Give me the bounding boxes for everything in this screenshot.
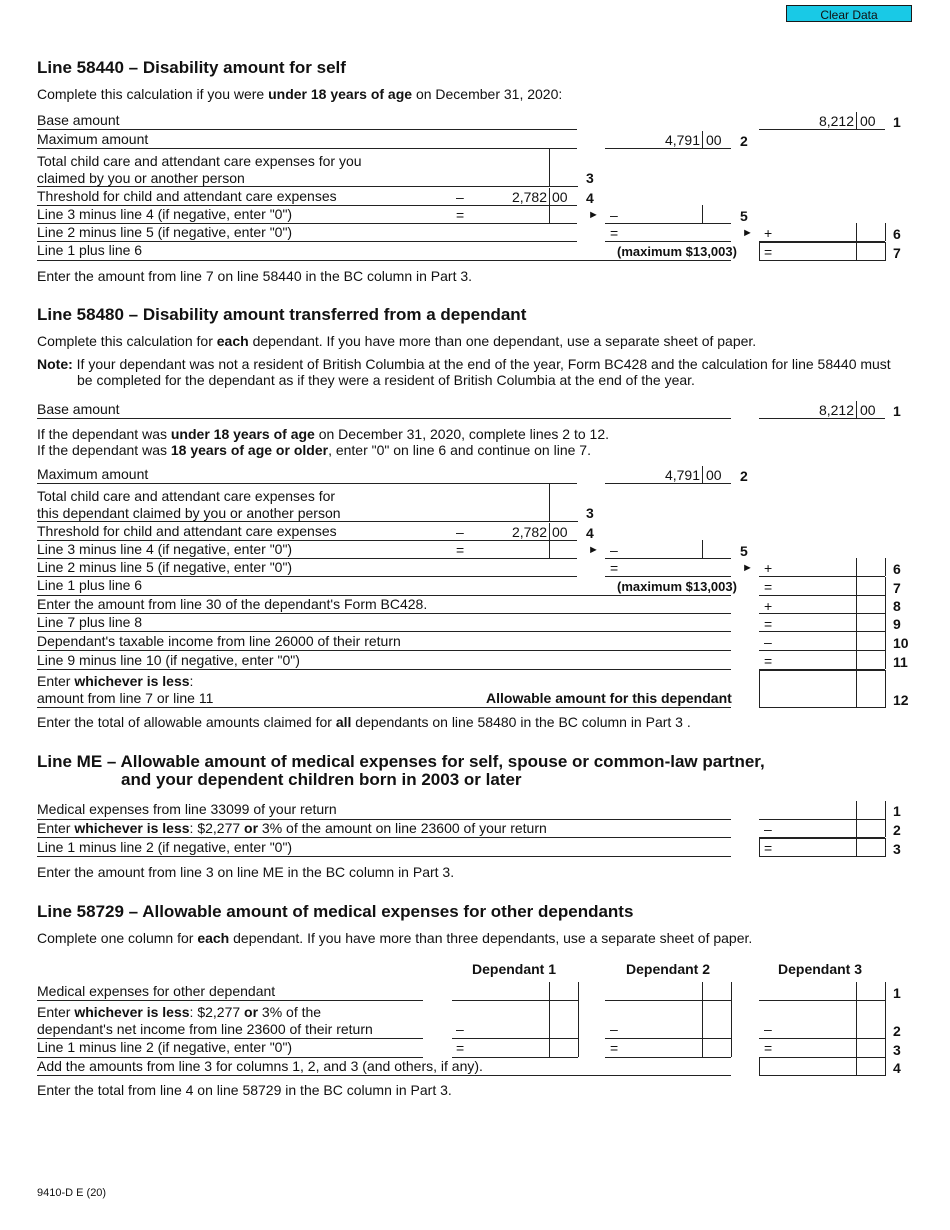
rule bbox=[37, 669, 731, 670]
whichever-less-dependant-label: Enter whichever is less: $2,277 or 3% of the dependant's net income from line 23600 of their return bbox=[37, 1004, 373, 1037]
box-edge bbox=[885, 223, 886, 241]
minus-sign: – bbox=[610, 207, 618, 223]
minus-sign: – bbox=[610, 1021, 618, 1037]
note-text-continued: be completed for the dependant as if they were a resident of British Columbia at the end of the year. bbox=[77, 372, 695, 388]
line7-amount-box[interactable] bbox=[759, 242, 886, 261]
section-title-58480: Line 58480 – Disability amount transferred from a dependant bbox=[37, 305, 527, 324]
cents-divider bbox=[549, 523, 550, 540]
line-number: 6 bbox=[893, 561, 901, 577]
cents-divider bbox=[856, 558, 857, 576]
form-code: 9410-D E (20) bbox=[37, 1187, 107, 1199]
medical-result-box[interactable] bbox=[759, 838, 886, 857]
box-edge bbox=[885, 1038, 886, 1057]
cents-divider bbox=[856, 650, 857, 669]
maximum-amount-dollars: 4,791 bbox=[664, 132, 700, 148]
line10-label: Dependant's taxable income from line 26000 of their return bbox=[37, 633, 401, 649]
section-58729-intro: Complete one column for each dependant. If you have more than three dependants, use a separate sheet of paper. bbox=[37, 930, 753, 946]
box-edge bbox=[885, 631, 886, 650]
whichever-less-label: Enter whichever is less: $2,277 or 3% of the amount on line 23600 of your return bbox=[37, 820, 547, 836]
line3-minus-line4-label: Line 3 minus line 4 (if negative, enter "0") bbox=[37, 206, 293, 222]
minus-sign: – bbox=[610, 542, 618, 558]
box-edge bbox=[885, 982, 886, 1000]
line-number: 4 bbox=[586, 525, 594, 541]
line3-minus-line4-label: Line 3 minus line 4 (if negative, enter "0") bbox=[37, 541, 293, 557]
base-amount-cents: 00 bbox=[860, 113, 876, 129]
section-58480-intro: Complete this calculation for each dependant. If you have more than one dependant, use a separate sheet of paper. bbox=[37, 333, 757, 349]
box-edge bbox=[578, 1038, 579, 1057]
rule bbox=[37, 483, 577, 484]
child-care-expenses-label: Total child care and attendant care expenses for you claimed by you or another person bbox=[37, 153, 362, 186]
cents-divider bbox=[856, 631, 857, 650]
cents-divider bbox=[549, 149, 550, 186]
equals-sign: = bbox=[610, 560, 619, 576]
line1-minus-line2-label: Line 1 minus line 2 (if negative, enter "0") bbox=[37, 839, 293, 855]
rule bbox=[759, 595, 885, 596]
equals-sign: = bbox=[456, 542, 465, 558]
line12-label: Enter whichever is less: amount from line 7 or line 11 bbox=[37, 673, 214, 706]
line-number: 3 bbox=[586, 505, 594, 521]
medical-other-dependant-label: Medical expenses for other dependant bbox=[37, 983, 276, 999]
cents-divider bbox=[856, 838, 857, 857]
line-number: 9 bbox=[893, 616, 901, 632]
box-edge bbox=[731, 1000, 732, 1038]
line-number: 12 bbox=[893, 692, 909, 708]
cents-divider bbox=[549, 982, 550, 1000]
maximum-amount-cents: 00 bbox=[706, 132, 722, 148]
cents-divider bbox=[702, 540, 703, 558]
cents-divider bbox=[702, 131, 703, 148]
base-amount-label: Base amount bbox=[37, 401, 120, 417]
rule bbox=[605, 483, 731, 484]
line-number: 3 bbox=[586, 170, 594, 186]
line9-label: Line 7 plus line 8 bbox=[37, 614, 143, 630]
minus-sign: – bbox=[456, 524, 464, 540]
plus-sign: + bbox=[764, 560, 773, 576]
box-edge bbox=[885, 595, 886, 613]
dep2-line3-input[interactable] bbox=[605, 1057, 731, 1058]
rule bbox=[37, 1000, 423, 1001]
line-number: 7 bbox=[893, 580, 901, 596]
rule bbox=[605, 558, 731, 559]
rule bbox=[37, 650, 731, 651]
equals-sign: = bbox=[764, 579, 773, 595]
threshold-cents: 00 bbox=[552, 524, 568, 540]
add-line3-amounts-label: Add the amounts from line 3 for columns 1, 2, and 3 (and others, if any). bbox=[37, 1058, 483, 1074]
equals-sign: = bbox=[764, 616, 773, 632]
line-number: 7 bbox=[893, 245, 901, 261]
cents-divider bbox=[702, 205, 703, 223]
clear-data-button[interactable]: Clear Data bbox=[786, 5, 912, 22]
equals-sign: = bbox=[456, 207, 465, 223]
dep1-line2-input[interactable] bbox=[452, 1038, 578, 1039]
line-number: 4 bbox=[893, 1060, 901, 1076]
base-amount-dollars: 8,212 bbox=[818, 402, 854, 418]
minus-sign: – bbox=[456, 1021, 464, 1037]
section-title-me-continued: and your dependent children born in 2003 or later bbox=[121, 770, 522, 789]
line-number: 11 bbox=[893, 654, 908, 670]
child-care-expenses-label: Total child care and attendant care expenses for this dependant claimed by you or another person bbox=[37, 488, 341, 521]
allowable-amount-box[interactable] bbox=[759, 670, 886, 708]
base-amount-cents: 00 bbox=[860, 402, 876, 418]
arrow-icon: ► bbox=[588, 209, 599, 221]
line-number: 2 bbox=[740, 133, 748, 149]
box-edge bbox=[578, 1000, 579, 1038]
rule bbox=[37, 129, 577, 130]
line1-plus-line6-label: Line 1 plus line 6 bbox=[37, 577, 143, 593]
cents-divider bbox=[856, 1000, 857, 1038]
line8-label: Enter the amount from line 30 of the dependant's Form BC428. bbox=[37, 596, 428, 612]
equals-sign: = bbox=[764, 840, 773, 856]
threshold-dollars: 2,782 bbox=[511, 189, 547, 205]
box-edge bbox=[885, 558, 886, 576]
rule bbox=[759, 129, 885, 130]
cents-divider bbox=[856, 242, 857, 261]
arrow-icon: ► bbox=[588, 544, 599, 556]
section-title-me: Line ME – Allowable amount of medical expenses for self, spouse or common-law partner, bbox=[37, 752, 765, 771]
equals-sign: = bbox=[764, 244, 773, 260]
line-number: 1 bbox=[893, 803, 901, 819]
condition-18-or-older: If the dependant was 18 years of age or older, enter "0" on line 6 and continue on line 7. bbox=[37, 442, 591, 458]
maximum-amount-label: Maximum amount bbox=[37, 131, 149, 147]
dep3-line2-input[interactable] bbox=[759, 1038, 885, 1039]
rule bbox=[605, 223, 731, 224]
box-edge bbox=[885, 1000, 886, 1038]
maximum-amount-label: Maximum amount bbox=[37, 466, 149, 482]
condition-under-18: If the dependant was under 18 years of age on December 31, 2020, complete lines 2 to 12. bbox=[37, 426, 610, 442]
arrow-icon: ► bbox=[742, 562, 753, 574]
box-edge bbox=[885, 613, 886, 631]
line-number: 3 bbox=[893, 841, 901, 857]
minus-sign: – bbox=[764, 1021, 772, 1037]
rule bbox=[759, 631, 885, 632]
rule bbox=[37, 418, 731, 419]
rule bbox=[37, 148, 577, 149]
column-header-dependant-1: Dependant 1 bbox=[472, 961, 557, 977]
cents-divider bbox=[549, 484, 550, 521]
allowable-amount-label: Allowable amount for this dependant bbox=[486, 690, 732, 706]
cents-divider bbox=[856, 1038, 857, 1057]
maximum-amount-dollars: 4,791 bbox=[664, 467, 700, 483]
section-58729-footer: Enter the total from line 4 on line 58729 in the BC column in Part 3. bbox=[37, 1082, 452, 1098]
box-edge bbox=[731, 1038, 732, 1057]
minus-sign: – bbox=[764, 634, 772, 650]
rule bbox=[605, 148, 731, 149]
line-number: 1 bbox=[893, 114, 901, 130]
line1-minus-line2-dependant-label: Line 1 minus line 2 (if negative, enter "0") bbox=[37, 1039, 293, 1055]
child-care-input-line[interactable] bbox=[452, 186, 578, 187]
line2-minus-line5-label: Line 2 minus line 5 (if negative, enter "0") bbox=[37, 559, 293, 575]
dep3-line1-input[interactable] bbox=[759, 1000, 885, 1001]
line-number: 2 bbox=[740, 468, 748, 484]
rule bbox=[759, 819, 885, 820]
line-number: 5 bbox=[740, 208, 748, 224]
section-title-58729: Line 58729 – Allowable amount of medical expenses for other dependants bbox=[37, 902, 634, 921]
base-amount-label: Base amount bbox=[37, 112, 120, 128]
threshold-cents: 00 bbox=[552, 189, 568, 205]
minus-sign: – bbox=[456, 189, 464, 205]
dep1-line1-input[interactable] bbox=[452, 1000, 578, 1001]
equals-sign: = bbox=[764, 1040, 773, 1056]
line-number: 2 bbox=[893, 1023, 901, 1039]
rule bbox=[37, 631, 731, 632]
line-number: 1 bbox=[893, 985, 901, 1001]
rule bbox=[37, 837, 731, 838]
cents-divider bbox=[856, 613, 857, 631]
line-number: 1 bbox=[893, 403, 901, 419]
column-header-dependant-3: Dependant 3 bbox=[778, 961, 863, 977]
maximum-amount-cents: 00 bbox=[706, 467, 722, 483]
box-edge bbox=[731, 982, 732, 1000]
cents-divider bbox=[856, 223, 857, 241]
line-number: 6 bbox=[893, 226, 901, 242]
line-number: 3 bbox=[893, 1042, 901, 1058]
line-number: 4 bbox=[586, 190, 594, 206]
rule bbox=[37, 856, 731, 857]
threshold-dollars: 2,782 bbox=[511, 524, 547, 540]
column-header-dependant-2: Dependant 2 bbox=[626, 961, 711, 977]
box-edge bbox=[885, 801, 886, 819]
rule bbox=[605, 576, 731, 577]
box-edge bbox=[885, 650, 886, 669]
section-title-58440: Line 58440 – Disability amount for self bbox=[37, 58, 346, 77]
box-edge bbox=[885, 577, 886, 595]
cents-divider bbox=[856, 819, 857, 837]
box-edge bbox=[578, 982, 579, 1000]
medical-expenses-label: Medical expenses from line 33099 of your return bbox=[37, 801, 337, 817]
rule bbox=[37, 260, 731, 261]
cents-divider bbox=[702, 466, 703, 483]
line1-plus-line6-label: Line 1 plus line 6 bbox=[37, 242, 143, 258]
cents-divider bbox=[856, 1057, 857, 1076]
section-58440-intro: Complete this calculation if you were under 18 years of age on December 31, 2020: bbox=[37, 86, 563, 102]
line-number: 8 bbox=[893, 598, 901, 614]
threshold-label: Threshold for child and attendant care expenses bbox=[37, 523, 337, 539]
equals-sign: = bbox=[456, 1040, 465, 1056]
maximum-note: (maximum $13,003) bbox=[617, 579, 737, 594]
rule bbox=[37, 1075, 731, 1076]
plus-sign: + bbox=[764, 225, 773, 241]
cents-divider bbox=[702, 982, 703, 1000]
line11-label: Line 9 minus line 10 (if negative, enter "0") bbox=[37, 652, 300, 668]
equals-sign: = bbox=[610, 1040, 619, 1056]
cents-divider bbox=[702, 1038, 703, 1057]
child-care-input-line[interactable] bbox=[452, 521, 578, 522]
base-amount-dollars: 8,212 bbox=[818, 113, 854, 129]
cents-divider bbox=[856, 982, 857, 1000]
cents-divider bbox=[856, 112, 857, 129]
cents-divider bbox=[856, 577, 857, 595]
cents-divider bbox=[549, 188, 550, 205]
section-me-footer: Enter the amount from line 3 on line ME in the BC column in Part 3. bbox=[37, 864, 455, 880]
rule bbox=[759, 613, 885, 614]
section-58440-footer: Enter the amount from line 7 on line 58440 in the BC column in Part 3. bbox=[37, 268, 473, 284]
cents-divider bbox=[856, 401, 857, 418]
threshold-label: Threshold for child and attendant care expenses bbox=[37, 188, 337, 204]
cents-divider bbox=[549, 1038, 550, 1057]
dependants-total-box[interactable] bbox=[759, 1057, 886, 1076]
cents-divider bbox=[549, 206, 550, 223]
line-number: 2 bbox=[893, 822, 901, 838]
cents-divider bbox=[549, 1000, 550, 1038]
rule bbox=[759, 576, 885, 577]
line-number: 10 bbox=[893, 635, 909, 651]
cents-divider bbox=[856, 801, 857, 819]
line2-minus-line5-label: Line 2 minus line 5 (if negative, enter "0") bbox=[37, 224, 293, 240]
maximum-note: (maximum $13,003) bbox=[617, 244, 737, 259]
arrow-icon: ► bbox=[742, 227, 753, 239]
rule bbox=[605, 241, 731, 242]
cents-divider bbox=[549, 541, 550, 558]
line-number: 5 bbox=[740, 543, 748, 559]
section-58480-footer: Enter the total of allowable amounts claimed for all dependants on line 58480 in the BC column in Part 3 . bbox=[37, 714, 691, 730]
equals-sign: = bbox=[610, 225, 619, 241]
note-text: Note: If your dependant was not a resident of British Columbia at the end of the year, Form BC428 and the calculation for line 58440 must bbox=[37, 356, 891, 372]
box-edge bbox=[885, 819, 886, 837]
dep2-line2-input[interactable] bbox=[605, 1038, 731, 1039]
cents-divider bbox=[702, 1000, 703, 1038]
equals-sign: = bbox=[764, 653, 773, 669]
rule bbox=[759, 650, 885, 651]
cents-divider bbox=[856, 670, 857, 708]
minus-sign: – bbox=[764, 821, 772, 837]
dep2-line1-input[interactable] bbox=[605, 1000, 731, 1001]
rule bbox=[37, 707, 731, 708]
cents-divider bbox=[856, 595, 857, 613]
rule bbox=[759, 418, 885, 419]
plus-sign: + bbox=[764, 598, 773, 614]
